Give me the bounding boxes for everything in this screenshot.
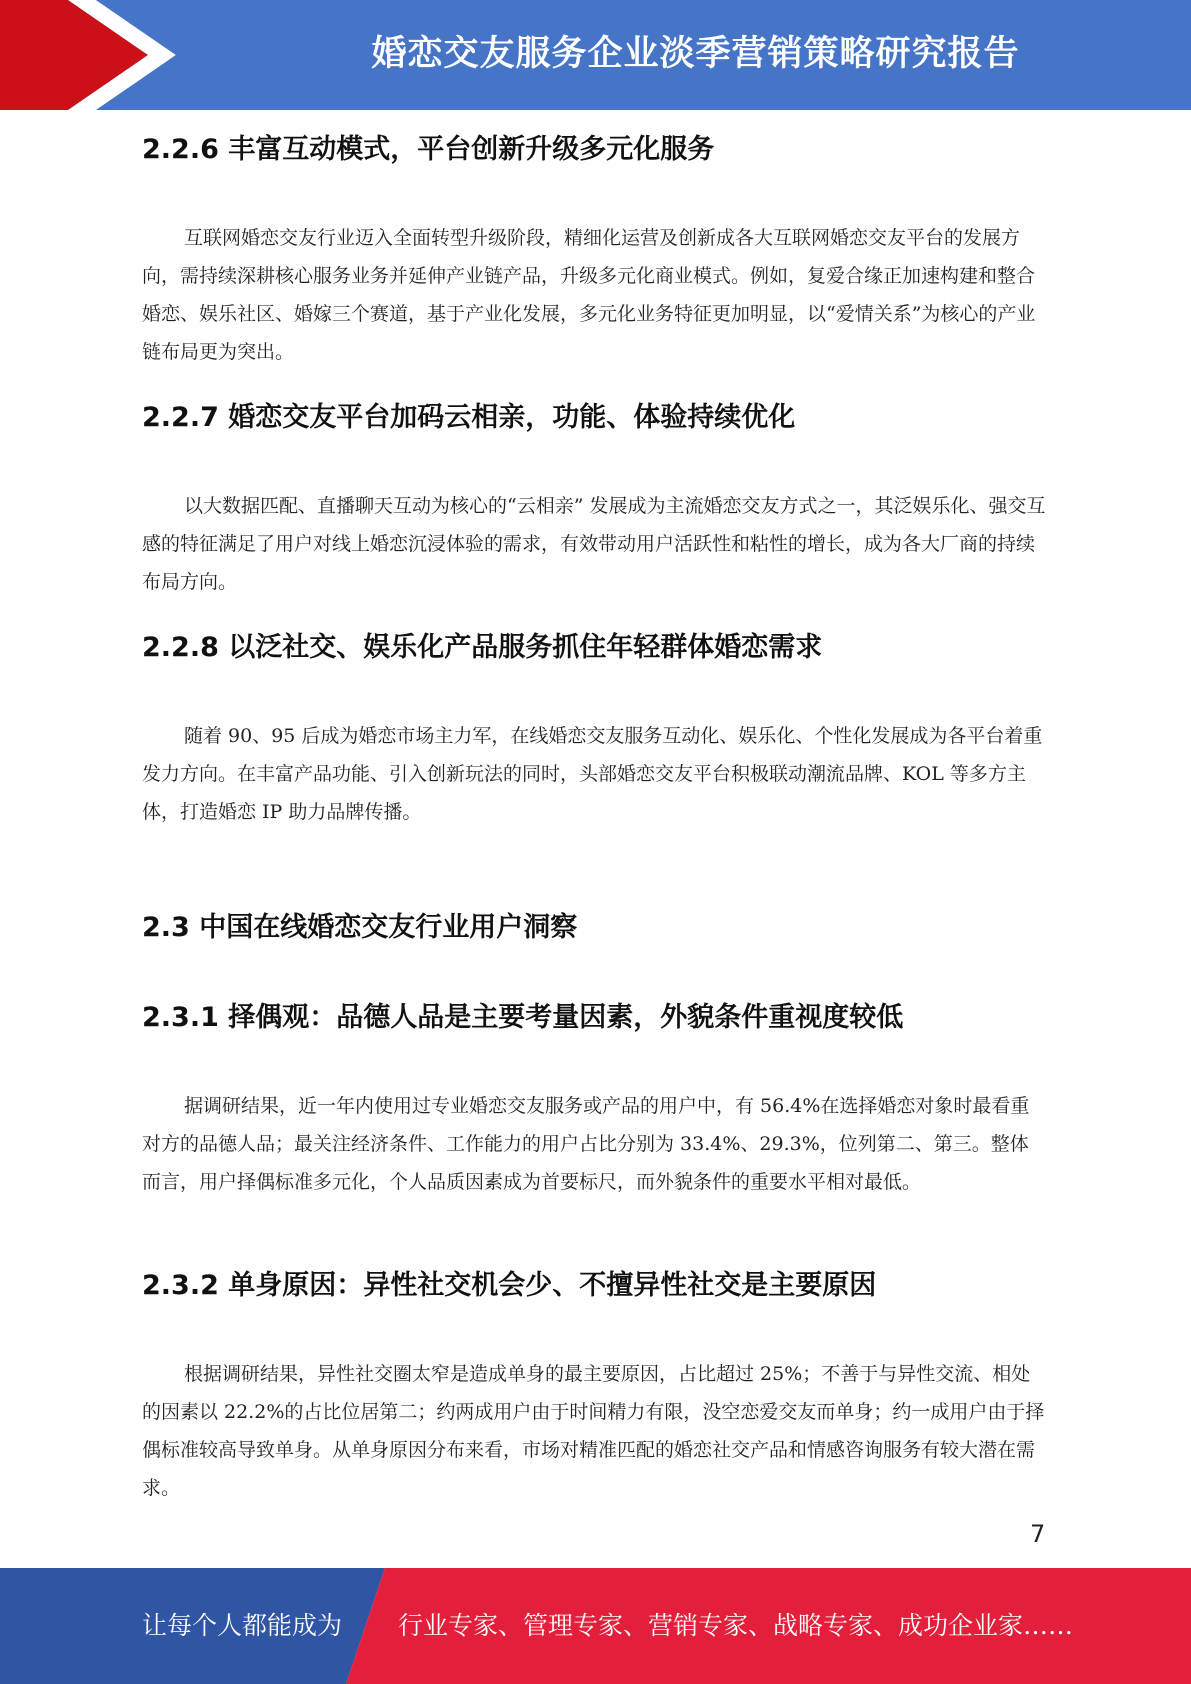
section-paragraph: 据调研结果，近一年内使用过专业婚恋交友服务或产品的用户中，有 56.4%在选择婚恋对象时最看重对方的品德人品；最关注经济条件、工作能力的用户占比分别为 33.4%、29.3%，位列第二、第三。整体而言，用户择偶标准多元化，个人品质因素成为首要标尺，而外貌条件的重要水平相对最低。: [142, 1095, 1030, 1193]
section-paragraph: 根据调研结果，异性社交圈太窄是造成单身的最主要原因，占比超过 25%；不善于与异性交流、相处的因素以 22.2%的占比位居第二；约两成用户由于时间精力有限，没空恋爱交友而单身；约一成用户由于择偶标准较高导致单身。从单身原因分布来看，市场对精准匹配的婚恋社交产品和情感咨询服务有较大潜在需求。: [142, 1363, 1045, 1499]
section-2-3-1: [142, 996, 1047, 1201]
section-heading: 2.2.8 以泛社交、娱乐化产品服务抓住年轻群体婚恋需求: [142, 632, 823, 663]
section-heading: 2.3.2 单身原因：异性社交机会少、不擅异性社交是主要原因: [142, 1270, 877, 1301]
section-paragraph: 随着 90、95 后成为婚恋市场主力军，在线婚恋交友服务互动化、娱乐化、个性化发展成为各平台着重发力方向。在丰富产品功能、引入创新玩法的同时，头部婚恋交友平台积极联动潮流品牌、KOL 等多方主体，打造婚恋 IP 助力品牌传播。: [142, 725, 1043, 823]
section-2-2-7: [142, 396, 1047, 601]
page-number: 7: [1030, 1520, 1046, 1548]
report-title: 婚恋交友服务企业淡季营销策略研究报告: [371, 34, 1020, 74]
page-header: [0, 0, 1191, 110]
section-2-2-6: [142, 128, 1047, 371]
page-footer: [0, 1568, 1191, 1684]
section-heading: 2.3 中国在线婚恋交友行业用户洞察: [142, 912, 578, 943]
footer-slogan-left: 让每个人都能成为: [142, 1611, 343, 1640]
footer-slogan-right: 行业专家、管理专家、营销专家、战略专家、成功企业家……: [398, 1611, 1074, 1640]
section-2-2-8: [142, 626, 1047, 831]
section-heading: 2.2.7 婚恋交友平台加码云相亲，功能、体验持续优化: [142, 402, 796, 433]
section-heading: 2.3.1 择偶观：品德人品是主要考量因素，外貌条件重视度较低: [142, 1002, 904, 1033]
section-2-3: [142, 906, 1047, 950]
section-heading: 2.2.6 丰富互动模式，平台创新升级多元化服务: [142, 134, 715, 165]
section-2-3-2: [142, 1264, 1047, 1507]
section-paragraph: 互联网婚恋交友行业迈入全面转型升级阶段，精细化运营及创新成各大互联网婚恋交友平台的发展方向，需持续深耕核心服务业务并延伸产业链产品，升级多元化商业模式。例如，复爱合缘正加速构建和整合婚恋、娱乐社区、婚嫁三个赛道，基于产业化发展，多元化业务特征更加明显，以“爱情关系”为核心的产业链布局更为突出。: [142, 227, 1036, 363]
section-paragraph: 以大数据匹配、直播聊天互动为核心的“云相亲” 发展成为主流婚恋交友方式之一，其泛娱乐化、强交互感的特征满足了用户对线上婚恋沉浸体验的需求，有效带动用户活跃性和粘性的增长，成为各大厂商的持续布局方向。: [142, 495, 1046, 593]
